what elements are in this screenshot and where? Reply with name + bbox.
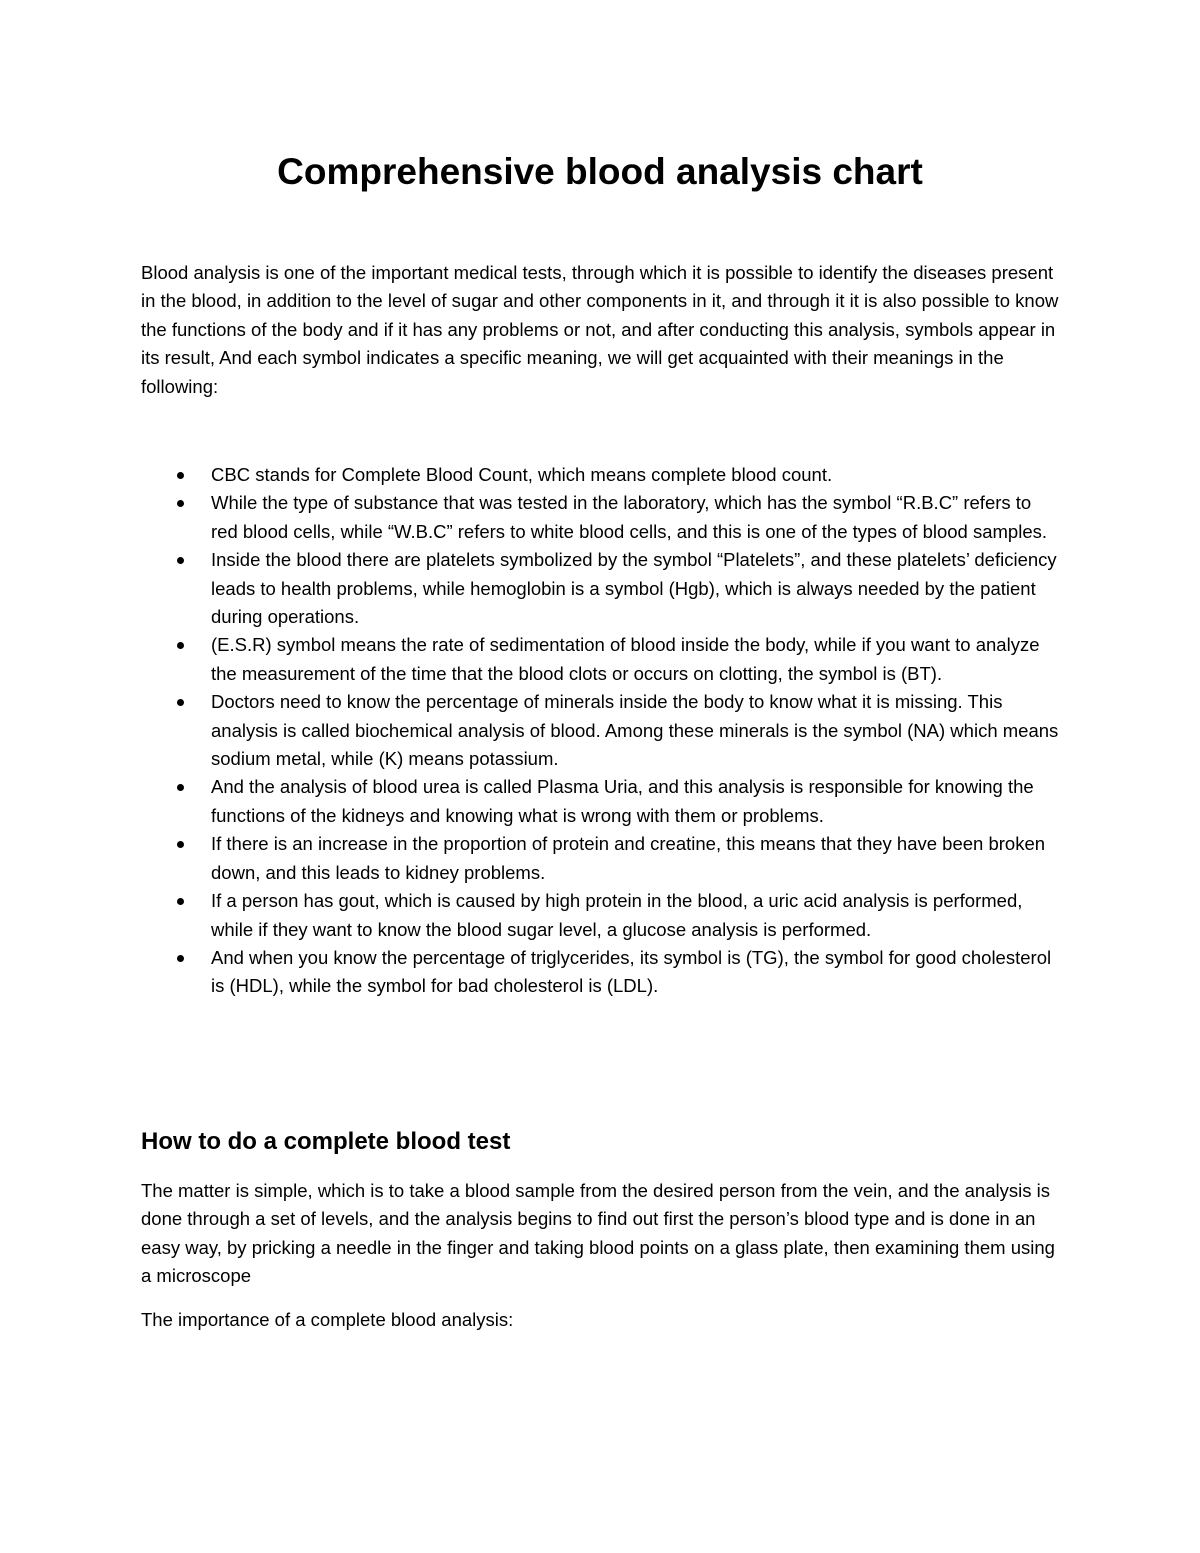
- list-item-text: Inside the blood there are platelets symbolized by the symbol “Platelets”, and these platelets’ deficiency leads to health problems, while hemoglobin is a symbol (Hgb), which is always needed by the patient during operations.: [211, 549, 1057, 628]
- bullet-icon: [177, 557, 184, 564]
- list-item: [141, 546, 1061, 631]
- intro-paragraph: Blood analysis is one of the important medical tests, through which it is possible to identify the diseases present in the blood, in addition to the level of sugar and other components in it, and through it it is also possible to know the functions of the body and if it has any problems or not, and after conducting this analysis, symbols appear in its result, And each symbol indicates a specific meaning, we will get acquainted with their meanings in the following:: [141, 262, 1059, 397]
- list-item-text: While the type of substance that was tested in the laboratory, which has the symbol “R.B.C” refers to red blood cells, while “W.B.C” refers to white blood cells, and this is one of the types of blood samples.: [211, 492, 1047, 542]
- symbol-bullet-list: [141, 461, 1061, 1001]
- document-title: Comprehensive blood analysis chart: [277, 151, 923, 192]
- bullet-icon: [177, 841, 184, 848]
- list-item-text: And the analysis of blood urea is called Plasma Uria, and this analysis is responsible for knowing the functions of the kidneys and knowing what is wrong with them or problems.: [211, 776, 1034, 826]
- list-item-text: CBC stands for Complete Blood Count, which means complete blood count.: [211, 464, 833, 485]
- list-item: [141, 461, 1061, 489]
- list-item-text: If a person has gout, which is caused by high protein in the blood, a uric acid analysis is performed, while if they want to know the blood sugar level, a glucose analysis is performed.: [211, 890, 1023, 940]
- bullet-icon: [177, 642, 184, 649]
- bullet-icon: [177, 472, 184, 479]
- bullet-icon: [177, 898, 184, 905]
- section-body-paragraph: The matter is simple, which is to take a blood sample from the desired person from the vein, and the analysis is done through a set of levels, and the analysis begins to find out first the person’s blood type and is done in an easy way, by pricking a needle in the finger and taking blood points on a glass plate, then examining them using a microscope: [141, 1180, 1055, 1287]
- importance-line: The importance of a complete blood analysis:: [141, 1309, 514, 1330]
- bullet-icon: [177, 500, 184, 507]
- list-item: [141, 631, 1061, 688]
- list-item-text: (E.S.R) symbol means the rate of sedimentation of blood inside the body, while if you want to analyze the measurement of the time that the blood clots or occurs on clotting, the symbol is (BT).: [211, 634, 1040, 684]
- bullet-icon: [177, 955, 184, 962]
- list-item: [141, 830, 1061, 887]
- bullet-icon: [177, 699, 184, 706]
- list-item: [141, 489, 1061, 546]
- list-item: [141, 944, 1061, 1001]
- section-heading: How to do a complete blood test: [141, 1128, 511, 1155]
- list-item-text: And when you know the percentage of triglycerides, its symbol is (TG), the symbol for good cholesterol is (HDL), while the symbol for bad cholesterol is (LDL).: [211, 946, 1052, 997]
- list-item-text: If there is an increase in the proportion of protein and creatine, this means that they have been broken down, and this leads to kidney problems.: [211, 833, 1046, 883]
- bullet-icon: [177, 784, 184, 791]
- list-item-text: Doctors need to know the percentage of minerals inside the body to know what it is missing. This analysis is called biochemical analysis of blood. Among these minerals is the symbol (NA) which means sodium metal, while (K) means potassium.: [211, 691, 1059, 770]
- list-item: [141, 773, 1061, 830]
- list-item: [141, 887, 1061, 944]
- list-item: [141, 688, 1061, 773]
